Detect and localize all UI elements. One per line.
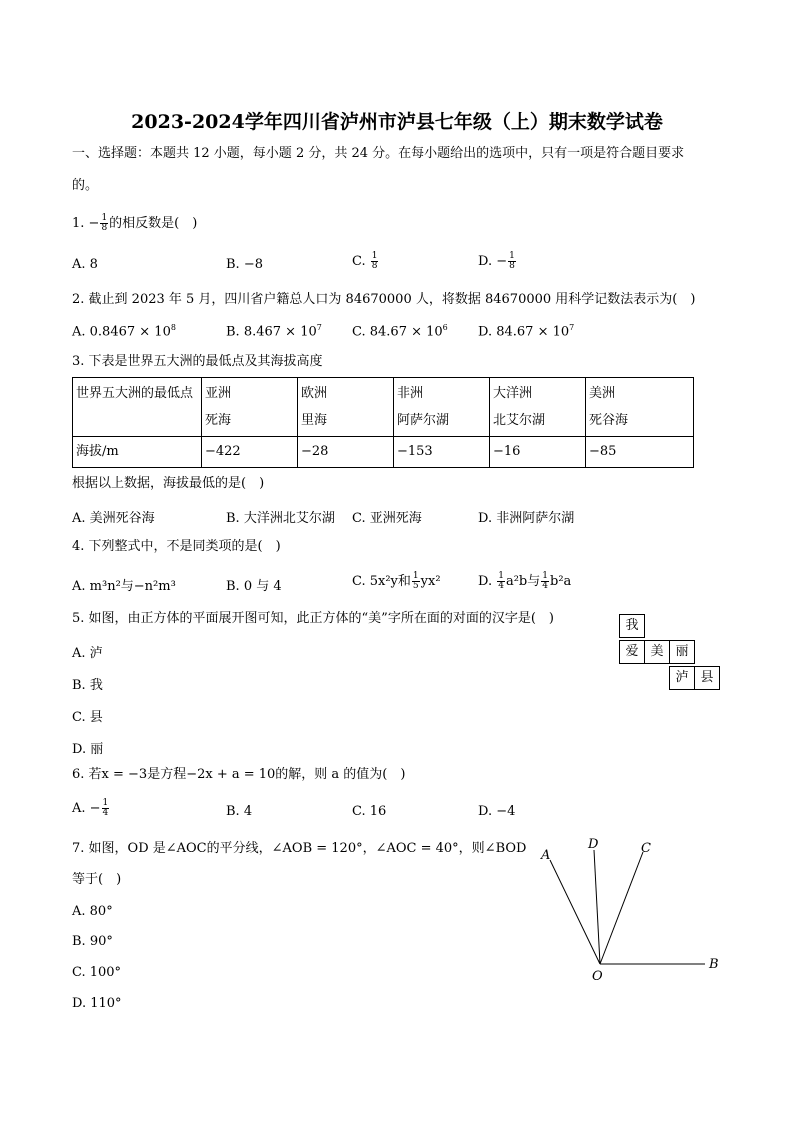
q3-option-a: A. 美洲死谷海 xyxy=(72,511,155,526)
cube-face: 县 xyxy=(694,666,720,690)
q5-option-a: A. 泸 xyxy=(72,646,103,661)
q1-option-b: B. −8 xyxy=(226,257,263,272)
question-7: 7. 如图，OD 是∠AOC的平分线，∠AOB = 120°，∠AOC = 40°，则∠BOD xyxy=(72,841,527,856)
table-header-cell: 大洋洲 北艾尔湖 xyxy=(490,378,586,437)
table-header-cell: 世界五大洲的最低点 xyxy=(73,378,202,437)
table-cell: −16 xyxy=(490,437,586,468)
q6-option-b: B. 4 xyxy=(226,804,253,819)
label-o: O xyxy=(592,969,603,984)
ray-od xyxy=(594,850,600,964)
table-header-cell: 非洲 阿萨尔湖 xyxy=(394,378,490,437)
q4-option-c: C. 5x²y和 $\frac{1}{5}$ yx² xyxy=(352,571,441,591)
cube-face: 爱 xyxy=(619,640,645,664)
table-row-label: 海拔/m xyxy=(73,437,202,468)
q6-option-a: A. − $\frac{1}{4}$ xyxy=(72,798,109,818)
lowest-points-table xyxy=(72,377,694,468)
ray-oc xyxy=(600,852,643,964)
question-3: 3. 下表是世界五大洲的最低点及其海拔高度 xyxy=(72,354,323,369)
q7-option-c: C. 100° xyxy=(72,965,122,980)
q1-option-c: C. $\frac{1}{8}$ xyxy=(352,251,378,271)
table-cell: −28 xyxy=(298,437,394,468)
q2-option-b: B. $8.467 \times 10^7$ xyxy=(226,323,322,340)
cube-face: 我 xyxy=(619,614,645,638)
table-header-cell: 亚洲 死海 xyxy=(202,378,298,437)
q2-option-d: D. $84.67 \times 10^7$ xyxy=(478,323,575,340)
q7-option-a: A. 80° xyxy=(72,904,113,919)
q2-option-a: A. $0.8467 \times 10^8$ xyxy=(72,323,176,340)
section-heading: 一、选择题：本题共 12 小题，每小题 2 分，共 24 分。在每小题给出的选项中，只有一项是符合题目要求 xyxy=(72,146,685,161)
q7-option-b: B. 90° xyxy=(72,934,113,949)
question-4: 4. 下列整式中，不是同类项的是( ) xyxy=(72,539,281,554)
q3-option-c: C. 亚洲死海 xyxy=(352,511,422,526)
label-b: B xyxy=(709,957,719,972)
question-2: 2. 截止到 2023 年 5 月，四川省户籍总人口为 84670000 人，将数据 84670000 用科学记数法表示为( ) xyxy=(72,292,696,307)
table-cell: −422 xyxy=(202,437,298,468)
table-header-cell: 美洲 死谷海 xyxy=(586,378,694,437)
q1-option-d: D. − $\frac{1}{8}$ xyxy=(478,251,515,271)
label-c: C xyxy=(641,841,651,856)
q7-option-d: D. 110° xyxy=(72,996,122,1011)
fraction: $\frac{1}{8}$ xyxy=(101,213,108,233)
q6-option-c: C. 16 xyxy=(352,804,387,819)
q4-option-d: D. $\frac{1}{4}$ a²b与 $\frac{1}{4}$ b²a xyxy=(478,571,572,591)
label-d: D xyxy=(588,837,599,852)
question-6: 6. 若x = −3是方程−2x + a = 10的解，则 a 的值为( ) xyxy=(72,767,406,782)
label-a: A xyxy=(541,848,551,863)
question-1: 1. − $\frac{1}{8}$ 的相反数是( ) xyxy=(72,213,198,233)
question-7-cont: 等于( ) xyxy=(72,872,122,887)
q5-option-d: D. 丽 xyxy=(72,742,104,757)
page-title: 2023-2024学年四川省泸州市泸县七年级（上）期末数学试卷 xyxy=(131,111,663,133)
angle-figure xyxy=(530,830,730,990)
question-3-followup: 根据以上数据，海拔最低的是( ) xyxy=(72,476,265,491)
ray-oa xyxy=(550,860,600,964)
q1-option-a: A. 8 xyxy=(72,257,98,272)
q5-option-c: C. 县 xyxy=(72,710,103,725)
cube-face: 美 xyxy=(644,640,670,664)
q2-option-c: C. $84.67 \times 10^6$ xyxy=(352,323,448,340)
section-heading-cont: 的。 xyxy=(72,178,99,193)
table-cell: −85 xyxy=(586,437,694,468)
q5-option-b: B. 我 xyxy=(72,678,103,693)
q4-option-a: A. m³n²与−n²m³ xyxy=(72,579,176,594)
q6-option-d: D. −4 xyxy=(478,804,516,819)
cube-face: 丽 xyxy=(669,640,695,664)
q3-option-b: B. 大洋洲北艾尔湖 xyxy=(226,511,335,526)
table-header-cell: 欧洲 里海 xyxy=(298,378,394,437)
q4-option-b: B. 0 与 4 xyxy=(226,579,282,594)
q3-option-d: D. 非洲阿萨尔湖 xyxy=(478,511,575,526)
cube-face: 泸 xyxy=(669,666,695,690)
table-cell: −153 xyxy=(394,437,490,468)
question-5: 5. 如图，由正方体的平面展开图可知，此正方体的“美”字所在面的对面的汉字是( ) xyxy=(72,611,554,626)
